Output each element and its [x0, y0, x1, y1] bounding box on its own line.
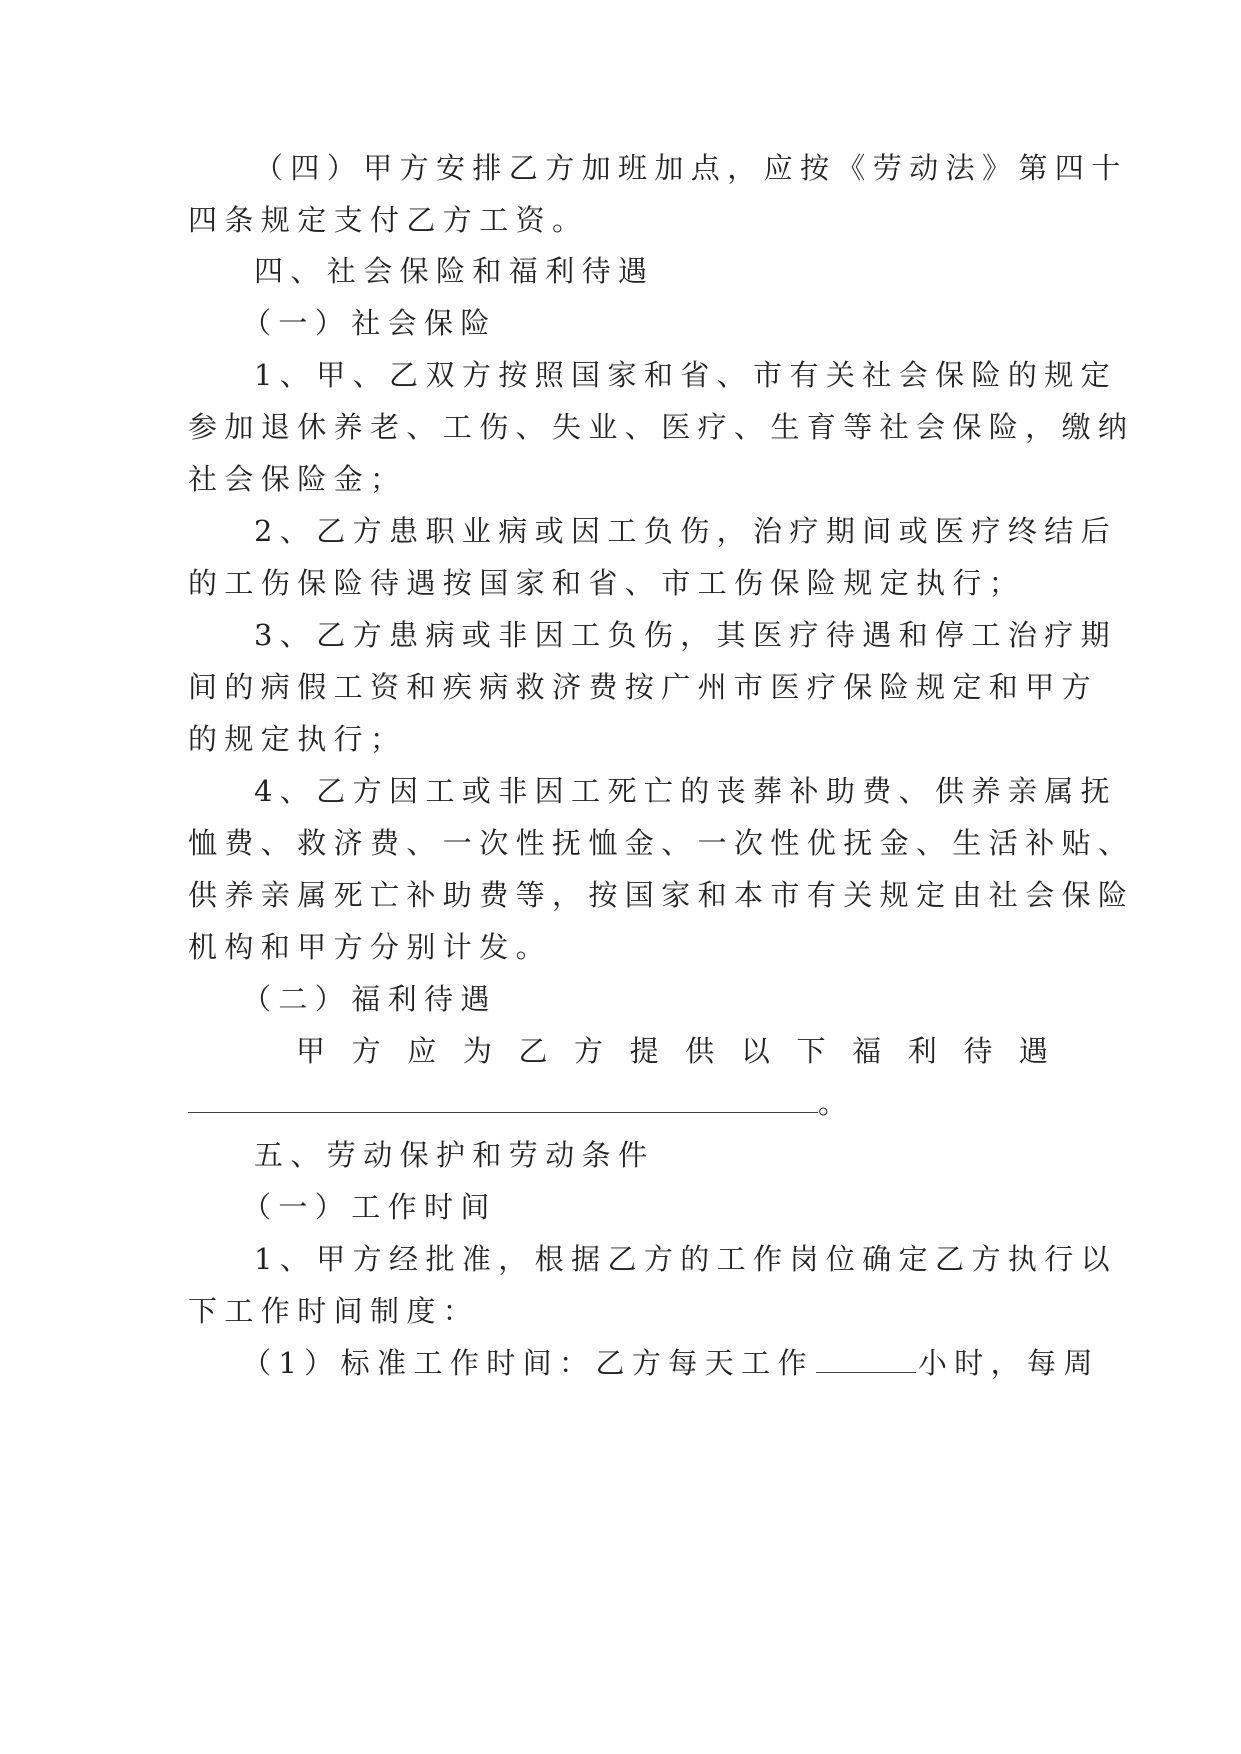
item-3-line-1: 3、乙方患病或非因工负伤，其医疗待遇和停工治疗期: [254, 618, 1118, 652]
welfare-char: 下: [796, 1034, 826, 1068]
welfare-char: 方: [574, 1034, 604, 1068]
section-heading-social-insurance: 四、社会保险和福利待遇: [254, 254, 655, 288]
work-item-1-line-2: 下工作时间制度：: [188, 1294, 480, 1328]
daily-hours-blank[interactable]: [816, 1348, 916, 1373]
item-2-line-1: 2、乙方患职业病或因工负伤，治疗期间或医疗终结后: [254, 514, 1118, 548]
welfare-char: 供: [685, 1034, 715, 1068]
welfare-char: 提: [629, 1034, 659, 1068]
work-item-1-line-1: 1、甲方经批准，根据乙方的工作岗位确定乙方执行以: [254, 1242, 1118, 1276]
welfare-statement-line: [296, 1031, 1048, 1071]
welfare-char: 待: [963, 1034, 993, 1068]
welfare-char: 为: [462, 1034, 492, 1068]
welfare-char: 方: [351, 1034, 381, 1068]
item-4-line-1: 4、乙方因工或非因工死亡的丧葬补助费、供养亲属抚: [254, 774, 1118, 808]
section-heading-labor-protection: 五、劳动保护和劳动条件: [254, 1138, 655, 1172]
subheading-social-insurance: （一）社会保险: [242, 306, 497, 340]
welfare-char: 甲: [296, 1034, 326, 1068]
welfare-blank-line: [188, 1083, 1048, 1123]
paragraph-overtime-line-1: （四）甲方安排乙方加班加点，应按《劳动法》第四十: [254, 151, 1128, 185]
standard-hours-suffix: 小时，每周: [917, 1346, 1100, 1380]
subheading-welfare: （二）福利待遇: [242, 982, 497, 1016]
welfare-char: 遇: [1018, 1034, 1048, 1068]
item-4-line-2: 恤费、救济费、一次性抚恤金、一次性优抚金、生活补贴、: [188, 826, 1135, 860]
item-1-line-2: 参加退休养老、工伤、失业、医疗、生育等社会保险，缴纳: [188, 410, 1135, 444]
item-3-line-2: 间的病假工资和疾病救济费按广州市医疗保险规定和甲方: [188, 670, 1099, 704]
standard-hours-line: [242, 1343, 1100, 1383]
welfare-char: 应: [407, 1034, 437, 1068]
welfare-line-end: 。: [818, 1086, 855, 1120]
subheading-working-hours: （一）工作时间: [242, 1190, 497, 1224]
item-3-line-3: 的规定执行；: [188, 722, 407, 756]
welfare-char: 以: [740, 1034, 770, 1068]
item-2-line-2: 的工伤保险待遇按国家和省、市工伤保险规定执行；: [188, 566, 1026, 600]
item-1-line-1: 1、甲、乙双方按照国家和省、市有关社会保险的规定: [254, 358, 1118, 392]
welfare-char: 福: [852, 1034, 882, 1068]
welfare-char: 乙: [518, 1034, 548, 1068]
item-4-line-4: 机构和甲方分别计发。: [188, 930, 553, 964]
item-1-line-3: 社会保险金；: [188, 462, 407, 496]
welfare-char: 利: [907, 1034, 937, 1068]
welfare-fill-in-blank[interactable]: [188, 1088, 818, 1113]
standard-hours-prefix: （1）标准工作时间：乙方每天工作: [242, 1346, 814, 1380]
item-4-line-3: 供养亲属死亡补助费等，按国家和本市有关规定由社会保险: [188, 878, 1135, 912]
paragraph-overtime-line-2: 四条规定支付乙方工资。: [188, 203, 589, 237]
